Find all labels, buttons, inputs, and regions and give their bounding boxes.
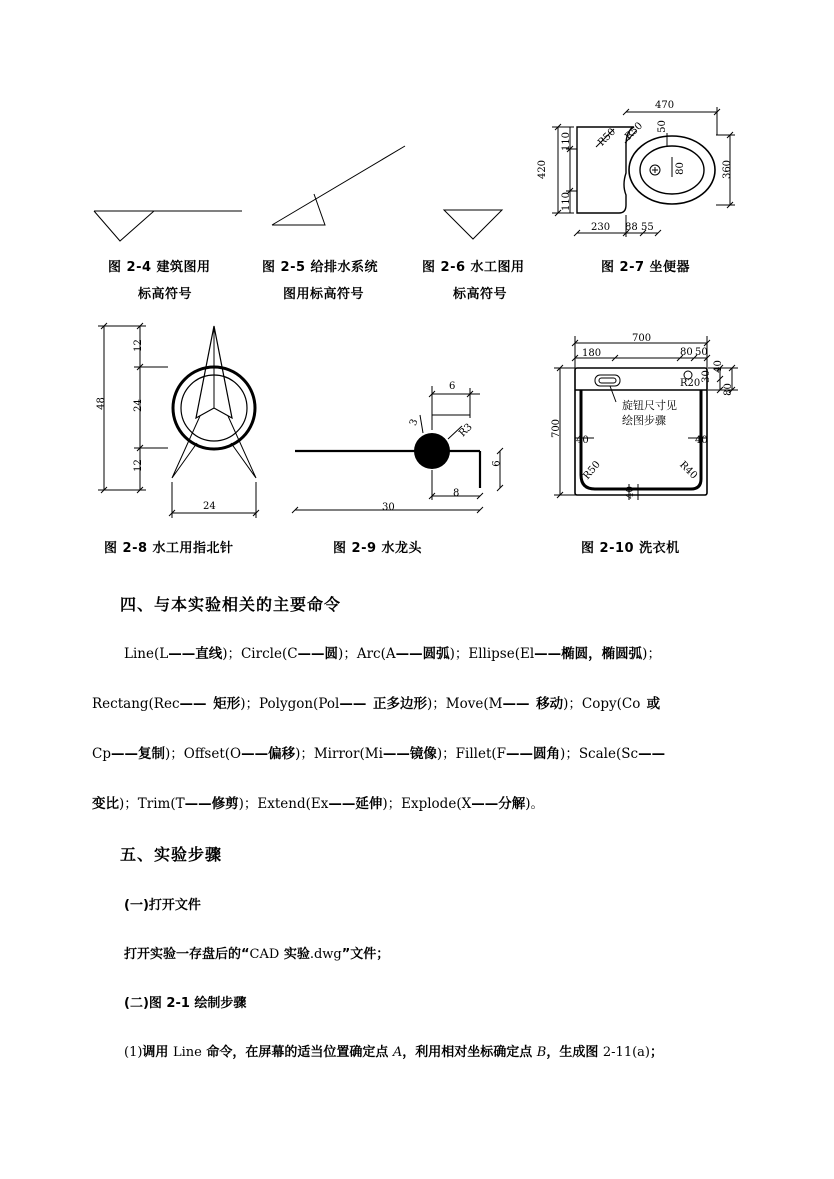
- command-text-run: ——分解: [471, 796, 526, 812]
- washer-dim-40-bottom: 40: [624, 486, 636, 499]
- toilet-dim-r50-a: R50: [596, 126, 619, 149]
- command-text-run: )；Trim(T: [119, 796, 185, 812]
- command-text-run: ——圆角: [506, 746, 561, 762]
- washer-dim-40-left: 40: [576, 435, 589, 446]
- step-1-number: (1): [124, 1045, 143, 1060]
- north-arrow-dim-24: 24: [132, 399, 144, 412]
- faucet-dim-3: 3: [407, 417, 421, 428]
- commands-line-2: [92, 692, 660, 712]
- step-1-point-a: A: [392, 1045, 403, 1060]
- command-text-run: )；: [642, 646, 661, 662]
- washer-dim-180: 180: [582, 348, 602, 359]
- figure-2-5-caption-line2: 图用标高符号: [283, 287, 365, 302]
- commands-line-1: [124, 642, 661, 662]
- toilet-dim-88: 88: [625, 222, 638, 233]
- subsection-figure-2-1-steps: (二)图 2-1 绘制步骤: [124, 996, 247, 1011]
- command-text-run: )；Copy(Co: [563, 696, 647, 712]
- figure-2-4-caption-line1: 图 2-4 建筑图用: [108, 260, 211, 275]
- toilet-dim-420: 420: [537, 159, 549, 180]
- step-1-figure-ref: 2-11(a): [602, 1045, 650, 1060]
- washer-note-line1: 旋钮尺寸见: [622, 399, 677, 412]
- washer-dim-40-right-inner: 40: [695, 435, 708, 446]
- command-text-run: )。: [525, 796, 544, 812]
- figure-2-8-north-arrow: [88, 318, 268, 523]
- figure-2-4-elevation-symbol: [90, 200, 250, 250]
- faucet-dim-6-top: 6: [449, 381, 456, 392]
- washer-dim-r40: R40: [677, 459, 700, 482]
- figure-2-6-hydraulic-elevation-symbol: [440, 205, 510, 245]
- command-text-run: ——延伸: [328, 796, 383, 812]
- command-text-run: 或: [646, 696, 661, 712]
- north-arrow-dim-12-b: 12: [132, 459, 144, 472]
- open-file-instruction: [124, 943, 389, 962]
- command-text-run: Line(L: [124, 646, 169, 662]
- command-text-run: )；Scale(Sc: [560, 746, 639, 762]
- command-text-run: )；Mirror(Mi: [295, 746, 383, 762]
- step-1-text-b: 命令，在屏幕的适当位置确定点: [201, 1045, 393, 1060]
- command-text-run: 变比: [92, 796, 119, 812]
- washer-dim-700-h: 700: [632, 333, 652, 344]
- command-text-run: )；Offset(O: [164, 746, 242, 762]
- step-1-text-e: ；: [650, 1045, 664, 1060]
- commands-line-3: [92, 742, 665, 762]
- faucet-dim-8: 8: [453, 488, 460, 499]
- command-text-run: ——圆: [297, 646, 339, 662]
- toilet-dim-50: 50: [656, 120, 668, 133]
- figure-2-8-caption: 图 2-8 水工用指北针: [104, 541, 234, 556]
- washer-dim-r50: R50: [581, 459, 603, 482]
- command-text-run: —— 移动: [502, 696, 564, 712]
- toilet-dim-470: 470: [655, 100, 675, 111]
- toilet-dim-110-b: 110: [561, 191, 573, 212]
- figure-2-7-caption: 图 2-7 坐便器: [601, 260, 691, 275]
- section-4-heading: 四、与本实验相关的主要命令: [120, 595, 342, 614]
- command-text-run: )；Fillet(F: [436, 746, 507, 762]
- command-text-run: Cp: [92, 746, 111, 762]
- step-1-instruction: [124, 1041, 663, 1060]
- north-arrow-dim-12-a: 12: [132, 339, 144, 352]
- step-1-text-d: ，生成图: [546, 1045, 603, 1060]
- command-text-run: ——圆弧: [395, 646, 450, 662]
- command-text-run: ——复制: [110, 746, 165, 762]
- step-1-point-b: B: [536, 1045, 547, 1060]
- faucet-dim-30: 30: [382, 502, 395, 513]
- figure-2-4-caption-line2: 标高符号: [138, 287, 193, 302]
- open-file-name-mid: 实验: [279, 947, 310, 962]
- toilet-dim-360: 360: [722, 159, 734, 180]
- washer-dim-80: 80: [680, 347, 693, 358]
- command-text-run: —— 矩形: [179, 696, 241, 712]
- step-1-text-a: 调用: [142, 1045, 173, 1060]
- command-text-run: ——偏移: [241, 746, 296, 762]
- washer-note-line2: 绘图步骤: [622, 414, 666, 427]
- command-text-run: )；Move(M: [427, 696, 503, 712]
- washer-dim-30: 30: [700, 370, 712, 383]
- toilet-dim-55: 55: [641, 222, 654, 233]
- washer-dim-700-v: 700: [551, 418, 563, 439]
- figure-2-9-faucet: [290, 378, 500, 518]
- command-text-run: )；Arc(A: [338, 646, 396, 662]
- figure-2-10-caption: 图 2-10 洗衣机: [581, 541, 680, 556]
- command-text-run: —— 正多边形: [339, 696, 428, 712]
- subsection-open-file: (一)打开文件: [124, 898, 201, 913]
- command-text-run: )；Explode(X: [382, 796, 472, 812]
- washer-dim-40-right: 40: [712, 360, 724, 373]
- open-file-name-cad: CAD: [249, 947, 280, 962]
- commands-line-4: [92, 792, 544, 812]
- section-5-heading: 五、实验步骤: [120, 845, 223, 864]
- command-text-run: Rectang(Rec: [92, 696, 180, 712]
- command-text-run: ——镜像: [382, 746, 437, 762]
- command-text-run: )；Circle(C: [222, 646, 298, 662]
- figure-2-6-caption-line2: 标高符号: [453, 287, 508, 302]
- figure-2-9-caption: 图 2-9 水龙头: [333, 541, 423, 556]
- washer-dim-r20: R20: [680, 378, 701, 389]
- command-text-run: )；Extend(Ex: [238, 796, 329, 812]
- faucet-dim-r3: R3: [457, 421, 475, 440]
- command-text-run: ——椭圆，椭圆弧: [534, 646, 643, 662]
- washer-dim-80-v: 80: [722, 383, 734, 396]
- washer-dim-50: 50: [695, 347, 708, 358]
- command-text-run: )；Polygon(Pol: [240, 696, 340, 712]
- step-1-text-c: ，利用相对坐标确定点: [402, 1045, 537, 1060]
- figure-2-6-caption-line1: 图 2-6 水工图用: [422, 260, 525, 275]
- toilet-dim-r50-b: R50: [623, 120, 646, 143]
- command-text-run: ——直线: [168, 646, 223, 662]
- command-text-run: ——: [638, 746, 666, 762]
- north-arrow-dim-48: 48: [95, 397, 107, 410]
- open-file-prefix: 打开实验一存盘后的“: [124, 947, 250, 962]
- open-file-suffix: ”文件；: [341, 947, 390, 962]
- step-1-command: Line: [172, 1045, 202, 1060]
- north-arrow-dim-24-h: 24: [203, 501, 216, 512]
- command-text-run: )；Ellipse(El: [449, 646, 535, 662]
- figure-2-5-drainage-elevation-symbol: [265, 140, 415, 240]
- toilet-dim-110-a: 110: [561, 131, 573, 152]
- toilet-dim-80: 80: [674, 162, 686, 175]
- figure-2-5-caption-line1: 图 2-5 给排水系统: [262, 260, 379, 275]
- faucet-dim-6-right: 6: [491, 460, 503, 467]
- open-file-ext: .dwg: [309, 947, 342, 962]
- toilet-dim-230: 230: [591, 222, 611, 233]
- command-text-run: ——修剪: [184, 796, 239, 812]
